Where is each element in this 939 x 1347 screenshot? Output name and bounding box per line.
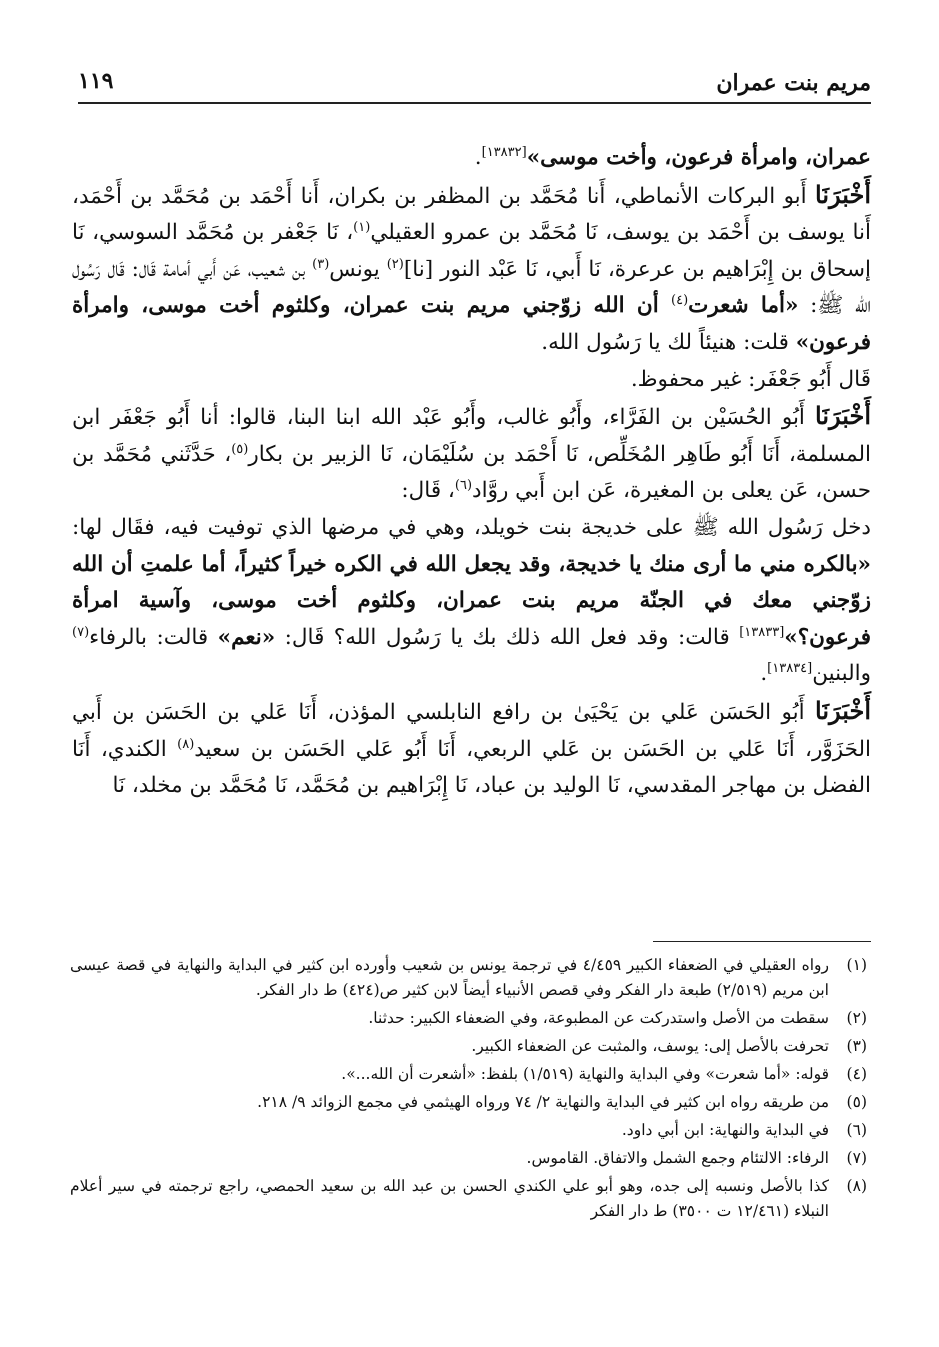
text-run: أَبُو الحَسَن عَلي بن يَحْيَىٰ بن رافع النابلسي المؤذن، أَنَا عَلي بن الحَسَن بن أَبي الحَزَوَّر، أَنَا عَلي بن الحَسَن بن عَلي الربعي، أَنَا أَبُو عَلي الحَسَن بن سعيد [72,699,871,762]
footnote [70,1062,867,1087]
paragraph [72,362,871,399]
akhbarana-keyword: أَخْبَرَنَا [815,179,871,209]
text-run: والبنين [812,661,871,687]
text-run: قَال أَبُو جَعْفَر: غير محفوظ. [630,366,871,392]
note-marker: (١) [353,220,371,236]
text-run: ، قَال: [401,478,455,504]
text-run: أَبو البركات الأنماطي، أَنا مُحَمَّد بن المظفر بن بكران، أَنا أَحْمَد بن مُحَمَّد بن أَحْمَد، أَنا يوسف بن أَحْمَد بن يوسف، نَا مُحَمَّد بن عمرو العقيلي [72,183,871,246]
footnote-number: (١) [846,956,867,974]
text-run: «بالكره مني ما أرى منك يا خديجة، وقد يجعل الله في الكره خيراً كثيراً، أما علمتِ أن الله زوّجني معك في الجنّة مريم بنت عمران، وكلثوم أخت موسى، وآسية امرأة فرعون؟» [72,551,871,650]
paragraph [72,177,871,362]
paragraph [72,398,871,510]
text-run: قلت: هنيئاً لك يا رَسُول الله. [541,329,796,355]
text-run: أن الله زوّجني مريم بنت عمران، وكلثوم أخت موسى، وامرأة فرعون» [72,293,871,355]
footnote [70,1090,867,1115]
note-marker: (٣) [312,256,330,272]
text-run: «نعم» [217,624,276,650]
footnote [70,1146,867,1171]
footnote-number: (٥) [846,1093,867,1111]
text-run: قالت: وقد فعل الله ذلك بك يا رَسُول الله؟ قَال: [275,624,740,650]
paragraph [72,140,871,177]
text-run: بن شعيب، عَن أَبي أمامة قَال: قَال رَسُول الله ﷺ: [72,256,872,319]
footnotes [70,953,867,1227]
footnote-number: (٤) [846,1065,867,1083]
note-marker: [١٣٨٣٣] [739,624,785,640]
text-run: . [474,145,482,170]
page-number: ١١٩ [78,68,114,94]
text-run: يونس [329,256,387,282]
note-marker: (٧) [72,624,90,640]
footnote-text: سقطت من الأصل واستدركت عن المطبوعة، وفي الضعفاء الكبير: حدثنا. [368,1009,829,1027]
main-text [72,140,871,805]
footnote-number: (٨) [846,1177,867,1195]
footnote [70,1174,867,1224]
footnote-number: (٢) [846,1009,867,1027]
note-marker: (٢) [386,256,404,272]
akhbarana-keyword: أَخْبَرَنَا [815,695,871,725]
note-marker: (٦) [454,478,473,494]
note-marker: (٨) [177,736,195,752]
paragraph [72,510,871,693]
note-marker: [١٣٨٣٤] [767,661,813,677]
footnote-text: قوله: «أما شعرت» وفي البداية والنهاية (١/٥١٩) بلفظ: «أشعرت أن الله...». [341,1065,829,1083]
paragraph [72,693,871,805]
footnote-text: الرفاء: الالتئام وجمع الشمل والاتفاق. القاموس. [526,1149,829,1167]
text-run: أَبُو الحُسَيْن بن الفَرَّاء، وأَبُو غالب، وأَبُو عَبْد الله ابنا البنا، قالوا: أنا أَبُو جَعْفَر ابن المسلمة، أَنَا أَبُو طَاهِر المُخَلِّص، نَا أَحْمَد بن سُلَيْمَان، نَا الزبير بن بكار [72,405,871,467]
footnote-text: في البداية والنهاية: ابن أبي داود. [621,1121,829,1139]
text-run: قالت: بالرفاء [89,624,218,650]
footnote-number: (٦) [846,1121,867,1139]
text-run: دخل رَسُول الله ﷺ على خديجة بنت خويلد، وهي في مرضها الذي توفيت فيه، فقَال لها: [72,514,871,540]
text-run: الكندي، أَنَا الفضل بن مهاجر المقدسي، نَا الوليد بن عباد، نَا إِبْرَاهيم بن مُحَمَّد، نَا مُحَمَّد بن مخلد، نَا [72,736,871,799]
text-run: عمران، وامرأة فرعون، وأخت موسى» [526,145,871,170]
text-run: . [760,661,768,687]
footnote [70,953,867,1003]
running-header [78,62,871,104]
text-run: «أما شعرت [688,293,799,319]
note-marker: (٤) [671,293,689,309]
akhbarana-keyword: أَخْبَرَنَا [815,401,871,431]
footnote-text: تحرفت بالأصل إلى: يوسف، والمثبت عن الضعفاء الكبير. [471,1037,829,1055]
text-run: ، نَا جَعْفر بن مُحَمَّد السوسي، نَا إسحاق بن إِبْرَاهيم بن عرعرة، نَا أَبي، نَا عَبْد النور [نا] [72,220,871,282]
footnote [70,1118,867,1143]
footnote-text: من طريقه رواه ابن كثير في البداية والنهاية ٢/ ٧٤ ورواه الهيثمي في مجمع الزوائد ٩/ ٢١٨. [257,1093,829,1111]
text-run: ، حَدَّثَني مُحَمَّد بن حسن، عَن يعلى بن المغيرة، عَن ابن أَبي روَّاد [72,441,871,504]
note-marker: (٥) [231,441,249,457]
footnote [70,1034,867,1059]
footnote [70,1006,867,1031]
running-title: مريم بنت عمران [716,70,871,96]
footnote-number: (٣) [846,1037,867,1055]
note-marker: [١٣٨٣٢] [481,144,527,160]
footnote-text: رواه العقيلي في الضعفاء الكبير ٤/٤٥٩ في ترجمة يونس بن شعيب وأورده ابن كثير في البداية والنهاية في قصة عيسى ابن مريم (٢/٥١٩) طبعة دار الفكر وفي قصص الأنبياء أيضاً لابن كثير ص(٤٢٤) ط دار الفكر. [70,956,829,999]
footnote-text: كذا بالأصل ونسبه إلى جده، وهو أبو علي الكندي الحسن بن عبد الله بن سعيد الحمصي، راجع ترجمته في سير أعلام النبلاء (١٢/٤٦١ ت ٣٥٠٠) ط دار الفكر [70,1177,829,1220]
footnote-number: (٧) [846,1149,867,1167]
footnote-separator [653,941,871,942]
